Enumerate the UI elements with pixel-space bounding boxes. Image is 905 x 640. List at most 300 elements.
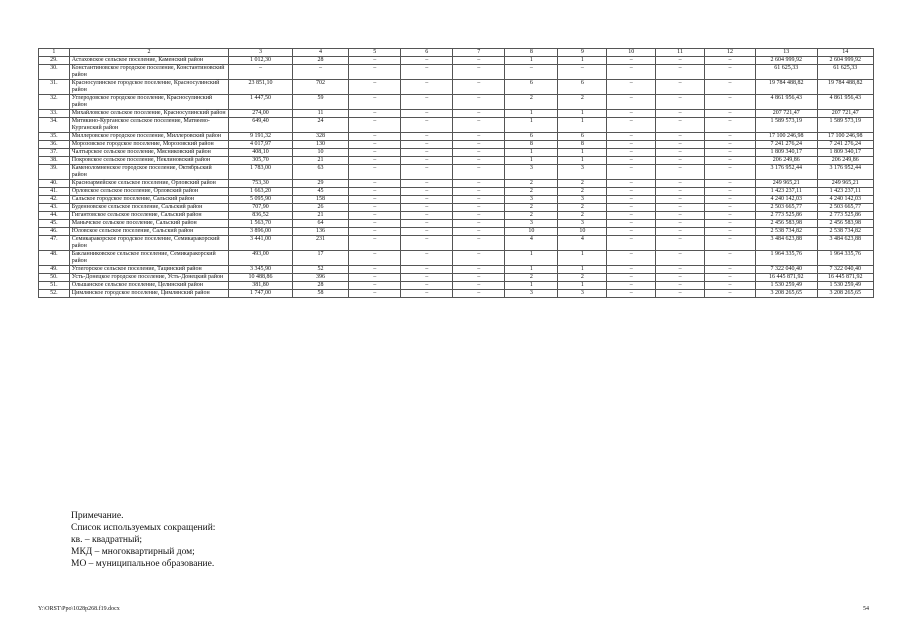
table-row [39, 110, 874, 118]
value-cell: – [607, 274, 656, 282]
value-cell: 136 [292, 228, 348, 236]
value-cell: 707,90 [229, 204, 293, 212]
value-cell: – [607, 57, 656, 65]
value-cell: 207 721,47 [755, 110, 817, 118]
value-cell: 649,40 [229, 118, 293, 133]
value-cell: – [453, 282, 505, 290]
value-cell: 1 [558, 118, 607, 133]
value-cell: 3 441,00 [229, 236, 293, 251]
value-cell: – [453, 228, 505, 236]
value-cell: – [401, 212, 453, 220]
value-cell: – [607, 212, 656, 220]
value-cell: 702 [292, 80, 348, 95]
value-cell: – [349, 196, 401, 204]
value-cell: – [607, 188, 656, 196]
value-cell: 130 [292, 141, 348, 149]
value-cell: – [349, 282, 401, 290]
column-header: 8 [505, 49, 558, 57]
table-row [39, 274, 874, 282]
value-cell: 1 [505, 149, 558, 157]
value-cell: 28 [292, 282, 348, 290]
value-cell: – [607, 180, 656, 188]
value-cell: – [705, 188, 756, 196]
value-cell: – [607, 251, 656, 266]
column-header: 1 [39, 49, 70, 57]
value-cell: 1 589 573,19 [817, 118, 873, 133]
value-cell: – [453, 236, 505, 251]
value-cell: – [656, 95, 705, 110]
row-number-cell: 42. [39, 196, 70, 204]
value-cell: – [656, 65, 705, 80]
value-cell: 7 241 276,24 [817, 141, 873, 149]
value-cell: 1 530 259,49 [755, 282, 817, 290]
municipality-cell: Бакланниковское сельское поселение, Семикаракорский район [69, 251, 228, 266]
column-header: 6 [401, 49, 453, 57]
value-cell: – [705, 133, 756, 141]
value-cell: 231 [292, 236, 348, 251]
value-cell: 3 [505, 196, 558, 204]
value-cell: – [656, 110, 705, 118]
value-cell: 1 809 340,17 [755, 149, 817, 157]
column-header: 5 [349, 49, 401, 57]
value-cell: – [453, 57, 505, 65]
value-cell: – [349, 157, 401, 165]
value-cell: 10 488,86 [229, 274, 293, 282]
value-cell: 16 445 871,92 [755, 274, 817, 282]
value-cell: 493,00 [229, 251, 293, 266]
value-cell: – [349, 228, 401, 236]
value-cell: – [349, 57, 401, 65]
value-cell: – [656, 180, 705, 188]
value-cell: – [705, 141, 756, 149]
table-row [39, 157, 874, 165]
value-cell: 3 [558, 290, 607, 298]
value-cell: – [453, 220, 505, 228]
value-cell: – [607, 290, 656, 298]
value-cell: 4 861 956,43 [817, 95, 873, 110]
value-cell: – [607, 282, 656, 290]
value-cell: – [349, 180, 401, 188]
value-cell: – [453, 118, 505, 133]
value-cell: – [401, 133, 453, 141]
value-cell: 2 604 999,92 [755, 57, 817, 65]
value-cell: – [656, 228, 705, 236]
value-cell: – [349, 188, 401, 196]
document-path: Y:\ORST\Ppo\1028p268.f19.docx [38, 606, 120, 612]
column-header: 11 [656, 49, 705, 57]
value-cell: – [453, 290, 505, 298]
value-cell: 2 773 525,86 [755, 212, 817, 220]
value-cell: 10 [558, 228, 607, 236]
value-cell: 7 241 276,24 [755, 141, 817, 149]
row-number-cell: 40. [39, 180, 70, 188]
row-number-cell: 46. [39, 228, 70, 236]
value-cell: – [656, 204, 705, 212]
value-cell: – [349, 118, 401, 133]
value-cell: – [453, 65, 505, 80]
value-cell: – [656, 266, 705, 274]
value-cell: 1 [558, 57, 607, 65]
value-cell: 4 [505, 236, 558, 251]
value-cell: 21 [292, 157, 348, 165]
value-cell: – [705, 157, 756, 165]
municipality-cell: Сальское городское поселение, Сальский район [69, 196, 228, 204]
value-cell: – [401, 274, 453, 282]
value-cell: – [705, 80, 756, 95]
value-cell: 249 965,21 [755, 180, 817, 188]
table-row [39, 149, 874, 157]
column-header: 12 [705, 49, 756, 57]
value-cell: – [607, 149, 656, 157]
value-cell: – [401, 236, 453, 251]
value-cell: 2 [505, 180, 558, 188]
table-row [39, 220, 874, 228]
row-number-cell: 49. [39, 266, 70, 274]
row-number-cell: 41. [39, 188, 70, 196]
table-row [39, 118, 874, 133]
value-cell: 17 100 246,98 [755, 133, 817, 141]
row-number-cell: 50. [39, 274, 70, 282]
value-cell: 29 [292, 180, 348, 188]
value-cell: 3 [558, 196, 607, 204]
value-cell: 396 [292, 274, 348, 282]
value-cell: 1 783,00 [229, 165, 293, 180]
value-cell: 3 208 265,65 [817, 290, 873, 298]
value-cell: 16 445 871,92 [817, 274, 873, 282]
table-row [39, 65, 874, 80]
value-cell: 2 503 665,77 [817, 204, 873, 212]
row-number-cell: 51. [39, 282, 70, 290]
row-number-cell: 48. [39, 251, 70, 266]
value-cell: – [705, 165, 756, 180]
value-cell: – [292, 65, 348, 80]
value-cell: – [656, 274, 705, 282]
municipality-cell: Михайловское сельское поселение, Красносулинский район [69, 110, 228, 118]
value-cell: – [453, 149, 505, 157]
value-cell: – [453, 141, 505, 149]
value-cell: 19 784 488,82 [817, 80, 873, 95]
table-row [39, 133, 874, 141]
value-cell: 1 589 573,19 [755, 118, 817, 133]
value-cell: 4 861 956,43 [755, 95, 817, 110]
row-number-cell: 44. [39, 212, 70, 220]
value-cell: – [607, 165, 656, 180]
value-cell: 1 423 237,11 [817, 188, 873, 196]
value-cell: – [349, 141, 401, 149]
table-row [39, 95, 874, 110]
municipality-cell: Покровское сельское поселение, Неклиновский район [69, 157, 228, 165]
value-cell: – [705, 196, 756, 204]
value-cell: 2 [558, 188, 607, 196]
value-cell: – [705, 180, 756, 188]
value-cell: 1 [505, 251, 558, 266]
value-cell: – [453, 80, 505, 95]
value-cell: 2 [558, 95, 607, 110]
value-cell: 3 896,00 [229, 228, 293, 236]
value-cell: 3 [505, 165, 558, 180]
value-cell: 206 249,86 [755, 157, 817, 165]
value-cell: 2 456 583,98 [817, 220, 873, 228]
value-cell: 1 [505, 110, 558, 118]
value-cell: – [705, 204, 756, 212]
value-cell: 207 721,47 [817, 110, 873, 118]
table-row [39, 165, 874, 180]
value-cell: 2 [505, 212, 558, 220]
column-header: 14 [817, 49, 873, 57]
notes-block [71, 510, 215, 570]
value-cell: 753,30 [229, 180, 293, 188]
value-cell: – [349, 220, 401, 228]
table-body [39, 57, 874, 298]
value-cell: 64 [292, 220, 348, 228]
row-number-cell: 34. [39, 118, 70, 133]
value-cell: – [705, 251, 756, 266]
table-row [39, 204, 874, 212]
municipality-cell: Каменоломненское городское поселение, Октябрьский район [69, 165, 228, 180]
value-cell: 6 [505, 80, 558, 95]
value-cell: 381,80 [229, 282, 293, 290]
column-header: 13 [755, 49, 817, 57]
municipality-cell: Красносулинское городское поселение, Красносулинский район [69, 80, 228, 95]
value-cell: 2 [505, 95, 558, 110]
value-cell: – [401, 110, 453, 118]
value-cell: – [349, 165, 401, 180]
value-cell: – [401, 196, 453, 204]
value-cell: 2 538 734,82 [817, 228, 873, 236]
value-cell: 1 012,30 [229, 57, 293, 65]
value-cell: 61 625,33 [817, 65, 873, 80]
value-cell: 1 [558, 251, 607, 266]
value-cell: 3 484 623,88 [817, 236, 873, 251]
table-row [39, 282, 874, 290]
value-cell: – [349, 266, 401, 274]
value-cell: 2 [558, 180, 607, 188]
value-cell: 5 095,90 [229, 196, 293, 204]
value-cell: 17 [292, 251, 348, 266]
value-cell: 6 [558, 133, 607, 141]
value-cell: – [607, 196, 656, 204]
value-cell: – [453, 165, 505, 180]
value-cell: 305,70 [229, 157, 293, 165]
row-number-cell: 31. [39, 80, 70, 95]
value-cell: 10 [505, 228, 558, 236]
value-cell: 1 [558, 266, 607, 274]
value-cell: 28 [292, 57, 348, 65]
value-cell: – [656, 157, 705, 165]
municipality-cell: Чалтырское сельское поселение, Мясниковский район [69, 149, 228, 157]
page-number: 54 [863, 606, 869, 612]
value-cell: – [229, 65, 293, 80]
value-cell: 10 [292, 149, 348, 157]
value-cell: – [505, 65, 558, 80]
value-cell: 3 [505, 220, 558, 228]
value-cell: 1 809 340,17 [817, 149, 873, 157]
value-cell: – [401, 204, 453, 212]
value-cell: 6 [558, 80, 607, 95]
value-cell: – [607, 204, 656, 212]
value-cell: – [705, 57, 756, 65]
value-cell: – [349, 149, 401, 157]
value-cell: 8 [558, 141, 607, 149]
value-cell: – [607, 266, 656, 274]
value-cell: – [349, 251, 401, 266]
value-cell: 1 423 237,11 [755, 188, 817, 196]
municipality-cell: Юловское сельское поселение, Сальский район [69, 228, 228, 236]
value-cell: 1 [558, 157, 607, 165]
table-row [39, 80, 874, 95]
value-cell: – [453, 133, 505, 141]
value-cell: – [705, 110, 756, 118]
value-cell: 1 447,50 [229, 95, 293, 110]
municipality-cell: Орловское сельское поселение, Орловский район [69, 188, 228, 196]
value-cell: 2 [505, 274, 558, 282]
municipality-cell: Углеродовское городское поселение, Красносулинский район [69, 95, 228, 110]
value-cell: – [705, 282, 756, 290]
row-number-cell: 52. [39, 290, 70, 298]
value-cell: – [453, 196, 505, 204]
value-cell: – [656, 236, 705, 251]
value-cell: 4 [558, 236, 607, 251]
value-cell: 59 [292, 95, 348, 110]
value-cell: – [453, 157, 505, 165]
value-cell: 1 747,00 [229, 290, 293, 298]
value-cell: – [656, 212, 705, 220]
value-cell: 2 604 999,92 [817, 57, 873, 65]
value-cell: 3 [558, 165, 607, 180]
value-cell: 158 [292, 196, 348, 204]
value-cell: – [705, 228, 756, 236]
value-cell: 2 [505, 204, 558, 212]
value-cell: – [705, 236, 756, 251]
value-cell: – [656, 188, 705, 196]
value-cell: 11 [292, 110, 348, 118]
value-cell: – [705, 95, 756, 110]
value-cell: – [656, 251, 705, 266]
value-cell: – [656, 282, 705, 290]
row-number-cell: 36. [39, 141, 70, 149]
municipality-cell: Семикаракорское городское поселение, Семикаракорский район [69, 236, 228, 251]
value-cell: – [607, 95, 656, 110]
value-cell: – [349, 133, 401, 141]
value-cell: – [401, 188, 453, 196]
row-number-cell: 30. [39, 65, 70, 80]
value-cell: – [705, 266, 756, 274]
value-cell: 3 484 623,88 [755, 236, 817, 251]
value-cell: – [705, 290, 756, 298]
value-cell: – [656, 133, 705, 141]
value-cell: – [401, 57, 453, 65]
value-cell: – [607, 80, 656, 95]
value-cell: 206 249,86 [817, 157, 873, 165]
value-cell: – [607, 65, 656, 80]
table-row [39, 266, 874, 274]
value-cell: – [453, 188, 505, 196]
value-cell: 1 [505, 57, 558, 65]
value-cell: 9 191,32 [229, 133, 293, 141]
value-cell: – [349, 204, 401, 212]
municipality-cell: Углегорское сельское поселение, Тацинский район [69, 266, 228, 274]
table-header-row [39, 49, 874, 57]
municipality-cell: Красноармейское сельское поселение, Орловский район [69, 180, 228, 188]
value-cell: – [607, 141, 656, 149]
table-row [39, 290, 874, 298]
value-cell: – [401, 80, 453, 95]
municipality-cell: Буденновское сельское поселение, Сальский район [69, 204, 228, 212]
municipality-cell: Митякино-Курганское сельское поселение, Матвеево-Курганский район [69, 118, 228, 133]
value-cell: – [656, 290, 705, 298]
row-number-cell: 35. [39, 133, 70, 141]
table-row [39, 228, 874, 236]
value-cell: – [607, 118, 656, 133]
value-cell: – [453, 110, 505, 118]
municipality-cell: Гигантовское сельское поселение, Сальский район [69, 212, 228, 220]
value-cell: – [453, 180, 505, 188]
value-cell: – [349, 65, 401, 80]
value-cell: 2 538 734,82 [755, 228, 817, 236]
value-cell: – [349, 95, 401, 110]
value-cell: – [558, 65, 607, 80]
column-header: 9 [558, 49, 607, 57]
value-cell: – [401, 251, 453, 266]
row-number-cell: 33. [39, 110, 70, 118]
column-header: 3 [229, 49, 293, 57]
value-cell: – [401, 266, 453, 274]
value-cell: – [705, 220, 756, 228]
value-cell: – [401, 228, 453, 236]
table-row [39, 180, 874, 188]
value-cell: 1 663,20 [229, 188, 293, 196]
value-cell: 3 [558, 220, 607, 228]
value-cell: – [656, 57, 705, 65]
table-row [39, 57, 874, 65]
value-cell: 1 [505, 118, 558, 133]
value-cell: – [656, 149, 705, 157]
row-number-cell: 47. [39, 236, 70, 251]
value-cell: – [453, 266, 505, 274]
data-table [38, 48, 874, 298]
value-cell: 2 503 665,77 [755, 204, 817, 212]
value-cell: – [401, 180, 453, 188]
value-cell: – [401, 220, 453, 228]
value-cell: 63 [292, 165, 348, 180]
value-cell: 1 [505, 282, 558, 290]
column-header: 10 [607, 49, 656, 57]
value-cell: – [401, 157, 453, 165]
value-cell: 45 [292, 188, 348, 196]
table-row [39, 236, 874, 251]
value-cell: 61 625,33 [755, 65, 817, 80]
value-cell: 836,52 [229, 212, 293, 220]
value-cell: – [453, 212, 505, 220]
value-cell: – [656, 80, 705, 95]
value-cell: – [349, 236, 401, 251]
value-cell: 24 [292, 118, 348, 133]
row-number-cell: 45. [39, 220, 70, 228]
notes-abbrev-kv: кв. – квадратный; [71, 535, 143, 545]
value-cell: – [656, 141, 705, 149]
municipality-cell: Астаховское сельское поселение, Каменский район [69, 57, 228, 65]
table-row [39, 141, 874, 149]
value-cell: – [401, 290, 453, 298]
table-row [39, 212, 874, 220]
value-cell: 249 965,21 [817, 180, 873, 188]
value-cell: 19 784 488,82 [755, 80, 817, 95]
value-cell: – [607, 236, 656, 251]
value-cell: – [607, 157, 656, 165]
value-cell: 4 240 142,03 [755, 196, 817, 204]
row-number-cell: 43. [39, 204, 70, 212]
value-cell: – [705, 149, 756, 157]
